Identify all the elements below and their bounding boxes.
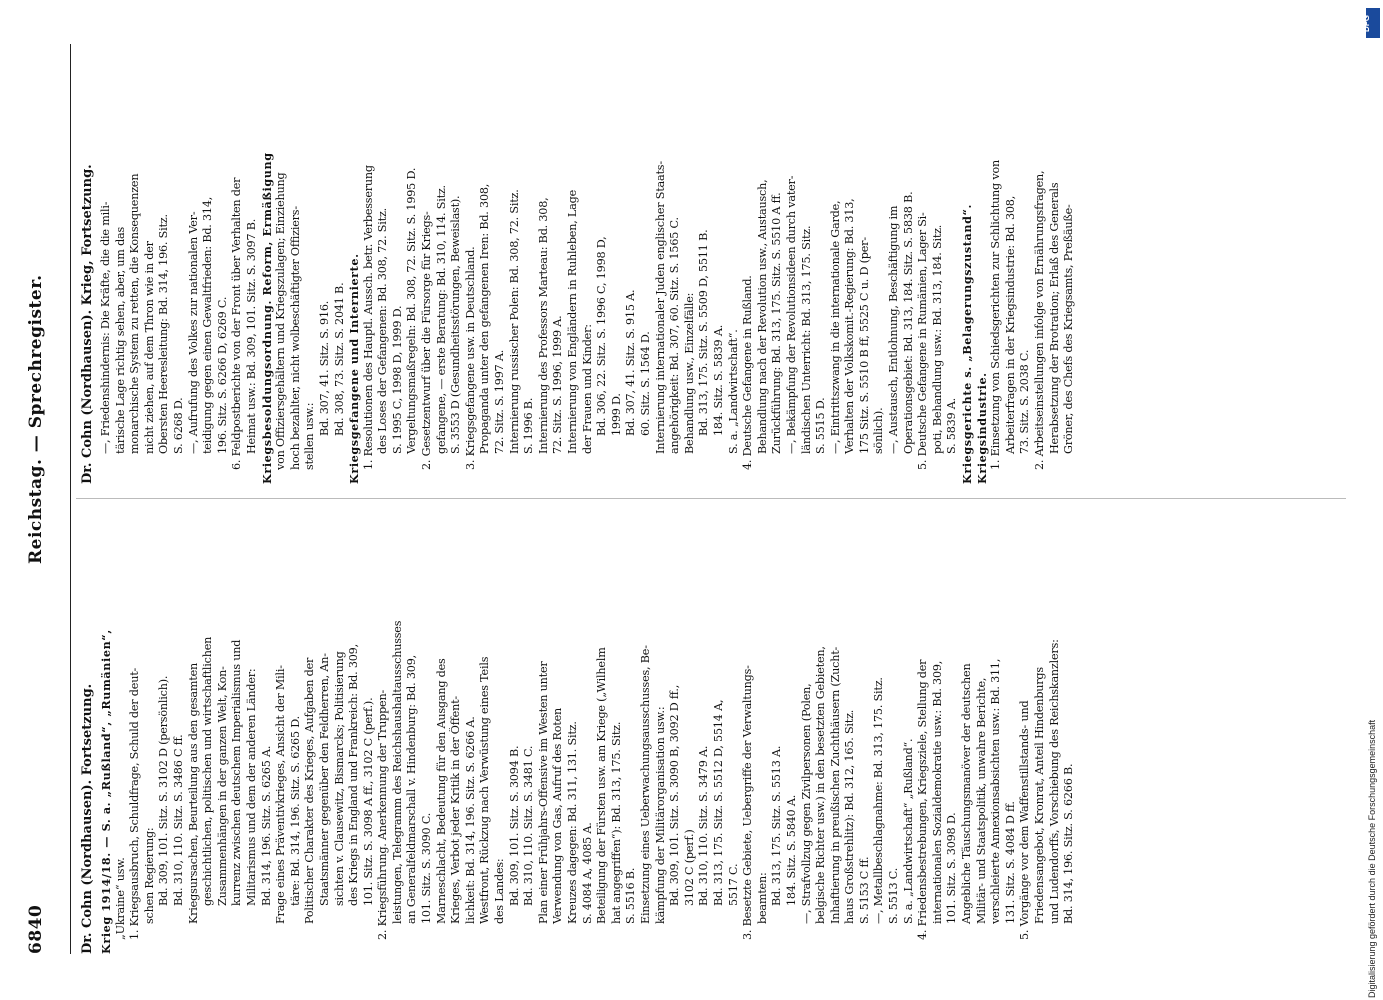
register-entry-line: S. 4084 A, 4085 A. xyxy=(580,822,594,924)
column-divider xyxy=(76,498,1346,499)
register-entry-line: Plan einer Frühjahrs-Offensive im Westen unter xyxy=(536,661,550,924)
column-entries xyxy=(99,44,1077,484)
register-entry-line: 1. Resolutionen des Hauptl. Aussch. betr. Verbesserung xyxy=(361,165,375,470)
register-entry-line: 3. Besetzte Gebiete, Uebergriffe der Verwaltungs- xyxy=(741,665,755,940)
register-entry-line: poti, Behandlung usw.: Bd. 313, 184. Sitz. xyxy=(930,224,944,454)
register-entry-line: 5. Deutsche Gefangene in Rumänien, Lager Si- xyxy=(916,212,930,470)
register-entry-line: Westfront, Rückzug nach Verwüstung eines Teils xyxy=(478,656,492,924)
register-entry-line: hoch bezahlter, nicht wolbeschäftigter Offiziers- xyxy=(288,206,302,470)
register-entry-line: Behandlung usw., Einzelfälle: xyxy=(682,292,696,454)
register-entry-line: Bd. 314, 196. Sitz. S. 6265 A. xyxy=(259,745,273,906)
register-entry-line: von Offiziersgehältern und Kriegszulagen; Einziehung xyxy=(274,172,288,470)
register-entry-line: S. 5516 B. xyxy=(624,867,638,924)
register-entry-line: Friedensangebot, Kronrat, Anteil Hindenburgs xyxy=(1033,667,1046,924)
register-entry-line: S. 5513 C. xyxy=(887,867,901,924)
register-entry-line: 2. Arbeitseinstellungen infolge von Ernährungsfragen, xyxy=(1033,170,1046,470)
register-entry-line: Beteiligung der Fürsten usw. am Kriege („Wilhelm xyxy=(595,647,609,924)
register-entry-line: Verhalten der Volkskomit.-Regierung: Bd. 313, xyxy=(843,198,857,454)
register-entry-line: Militär- und Staatspolitik, unwahre Berichte, xyxy=(974,677,988,924)
register-entry-line: Operationsgebiet: Bd. 313, 184. Sitz. S. 5838 B. xyxy=(901,191,915,454)
register-entry-line: Internierung des Professors Marteau: Bd. 308, xyxy=(536,197,550,454)
page-title: Reichstag. — Sprechregister. xyxy=(26,274,46,564)
register-entry-line: Bd. 313, 175. Sitz. S. 5512 D, 5514 A, xyxy=(711,699,725,906)
register-entry-line: monarchische System zu retten, die Konsequenzen xyxy=(128,173,142,454)
register-entry-line: Bd. 309, 101. Sitz. S. 3102 D (persönlich). xyxy=(157,675,171,906)
register-entry-line: Bd. 310, 110. Sitz. S. 3479 A. xyxy=(697,745,711,906)
register-entry-line: 196. Sitz. S. 6266 D, 6269 C. xyxy=(215,296,229,454)
register-entry-line: Arbeiterfragen in der Kriegsindustrie: Bd. 308, xyxy=(1003,195,1017,454)
register-entry-line: Bd. 314, 196. Sitz. S. 6266 B. xyxy=(1062,763,1076,924)
register-entry-line: Bd. 310, 110. Sitz. S. 3481 C. xyxy=(522,745,536,906)
register-entry-line: S. a. „Landwirtschaft“. xyxy=(726,329,740,454)
register-entry-line: gefangene, — erste Beratung: Bd. 310, 114. Sitz. xyxy=(434,185,448,454)
register-entry-line: 2. Gesetzentwurf über die Fürsorge für Kriegs- xyxy=(420,211,434,470)
register-entry-line: Kriegsgerichte s. „Belagerungszustand“. xyxy=(960,203,975,484)
register-entry-line: 5. Vorgänge vor dem Waffenstillstands- und xyxy=(1018,700,1032,940)
register-entry-line: —, Aufrufung des Volkes zur nationalen Ver- xyxy=(186,211,200,454)
register-entry-line: 2. Kriegsführung. Anerkennung der Truppen- xyxy=(376,689,390,940)
register-entry-line: Inhaftierung in preußischen Zuchthäusern (Zucht- xyxy=(828,646,842,924)
page-header xyxy=(0,44,71,954)
register-entry-line: 1999 D. xyxy=(609,393,623,436)
register-entry-line: Bd. 313, 175. Sitz. S. 5509 D, 5511 B. xyxy=(697,229,711,436)
register-entry-line: Bd. 307, 41. Sitz. S. 916. xyxy=(317,300,331,436)
register-entry-line: 6. Feldpostberichte von der Front über Verhalten der xyxy=(230,177,244,470)
dfg-logo-text: DFG xyxy=(1361,15,1371,32)
register-entry-line: 101. Sitz. S. 3098 A ff., 3102 C (perf.). xyxy=(361,697,375,906)
register-entry-line: —, Strafvollzug gegen Zivilpersonen (Polen, xyxy=(799,683,813,924)
register-entry-line: Militarismus und dem der anderen Länder: xyxy=(244,668,258,906)
register-entry-line: S. 6268 D. xyxy=(171,397,185,454)
register-entry-line: Propaganda unter den gefangenen Iren: Bd. 308, xyxy=(478,183,492,454)
register-body xyxy=(72,44,1352,954)
register-entry-line: Internierung von Engländern in Ruhleben, Lage xyxy=(566,189,579,454)
register-entry-line: leistungen, Telegramm des Reichshaushaltausschusses xyxy=(390,620,404,924)
register-entry-line: S. 1996 B. xyxy=(522,397,536,454)
register-entry-line: Gröner, des Chefs des Kriegsamts, Preßäuße- xyxy=(1062,204,1076,454)
register-entry-line: Bd. 310, 110. Sitz. S. 3486 C ff. xyxy=(171,734,185,906)
register-entry-line: Angebliche Täuschungsmanöver der deutschen xyxy=(960,663,974,924)
register-entry-line: Obersten Heeresleitung: Bd. 314, 196. Sitz. xyxy=(157,214,171,454)
register-entry-line: teidigung gegen einen Gewaltfrieden: Bd. 314, xyxy=(201,196,215,454)
register-entry-line: Marneschlacht, Bedeutung für den Ausgang des xyxy=(434,658,448,924)
column-heading: Dr. Cohn (Nordhausen). Fortsetzung. xyxy=(80,683,95,954)
register-entry-line: 184. Sitz. S. 5839 A. xyxy=(711,324,725,436)
register-entry-line: geschichtlichen, politischen und wirtschaftlichen xyxy=(201,636,215,906)
register-entry-line: Politischer Charakter des Krieges, Aufgaben der xyxy=(303,657,317,924)
register-entry-line: angehörigkeit: Bd. 307, 60. Sitz. S. 1565 C. xyxy=(668,217,682,454)
register-entry-line: Herabsetzung der Brotration; Erlaß des Generals xyxy=(1047,182,1061,454)
register-entry-line: S. 5839 A. xyxy=(945,397,959,454)
register-entry-line: lichkeit: Bd. 314, 196. Sitz. S. 6266 A. xyxy=(463,716,477,924)
register-entry-line: internationalen Sozialdemokratie usw.: Bd. 309, xyxy=(930,660,944,924)
register-entry-line: 131. Sitz. S. 4084 D ff. xyxy=(1003,801,1017,924)
register-entry-line: Internierung internationaler Juden englischer Staats- xyxy=(653,161,667,454)
register-entry-line: 175 Sitz. S. 5510 B ff, 5525 C u. D (per- xyxy=(857,237,871,454)
register-entry-line: Bd. 309, 101. Sitz. S. 3094 B. xyxy=(507,745,521,906)
register-entry-line: 60. Sitz. S. 1564 D. xyxy=(638,331,652,436)
register-entry-line: Krieg 1914/18. — S. a. „Rußland“, „Rumänien“, xyxy=(99,629,113,954)
register-entry-line: Bd. 306, 22. Sitz. S. 1996 C, 1998 D, xyxy=(595,236,609,436)
register-entry-line: 5517 C. xyxy=(726,863,740,906)
register-entry-line: haus Großstrehlitz): Bd. 312, 165. Sitz. xyxy=(843,709,857,924)
register-entry-line: belgische Richter usw.) in den besetzten Gebieten, xyxy=(814,646,828,924)
register-entry-line: und Ludendorffs, Vorschiebung des Reichskanzlers: xyxy=(1047,639,1061,924)
register-entry-line: „Ukraine“ usw. xyxy=(113,857,127,940)
register-entry-line: Kriegsursachen, Beurteilung aus den gesamten xyxy=(186,662,200,924)
register-entry-line: verschleierte Annexionsabsichten usw.: Bd. 311, xyxy=(989,658,1003,924)
page-number: 6840 xyxy=(26,904,46,954)
register-entry-line: —, Bekämpfung der Revolutionsideen durch vater- xyxy=(784,175,798,454)
digitization-credit xyxy=(1363,8,1381,998)
register-entry-line: 4. Deutsche Gefangene in Rußland. xyxy=(741,275,755,470)
register-entry-line: S. a. „Landwirtschaft“ „Rußland“. xyxy=(901,738,915,924)
register-entry-line: —, Friedenshindernis: Die Kräfte, die die mili- xyxy=(99,201,112,454)
register-entry-line: an Generalfeldmarschall v. Hindenburg: Bd. 309, xyxy=(405,655,419,924)
right-column xyxy=(72,44,1352,484)
register-entry-line: Behandlung nach der Revolution usw., Austausch, xyxy=(755,179,769,454)
register-entry-line: Vergeltungsmaßregeln: Bd. 308, 72. Sitz. S. 1995 D. xyxy=(405,167,419,454)
register-entry-line: des Landes: xyxy=(493,858,507,924)
register-entry-line: 3102 C (perf.) xyxy=(682,829,696,906)
register-entry-line: 72. Sitz. S. 1996, 1999 A. xyxy=(551,315,565,454)
register-entry-line: —, Austausch, Entlohnung, Beschäftigung im xyxy=(887,205,901,454)
register-entry-line: beamten: xyxy=(755,872,769,924)
register-entry-line: der Frauen und Kinder: xyxy=(580,324,594,454)
register-entry-line: —, Eintrittszwang in die internationale Garde, xyxy=(828,200,842,454)
dfg-logo xyxy=(1361,8,1380,38)
register-entry-line: 184. Sitz. S. 5840 A. xyxy=(784,794,798,906)
register-entry-line: 101. Sitz. S. 3090 C. xyxy=(420,812,434,924)
register-entry-line: des Loses der Gefangenen: Bd. 308, 72. Sitz. xyxy=(376,208,390,454)
register-entry-line: Kriegsgefangene und Internierte. xyxy=(347,253,362,484)
register-entry-line: Krieges, Verbot jeder Kritik in der Öffent- xyxy=(449,696,463,924)
register-entry-line: Staatsmänner gegenüber den Feldherren, An- xyxy=(317,653,331,906)
credit-text: Digitalisierung gefördert durch die Deutsche Forschungsgemeinschaft xyxy=(1367,719,1377,998)
register-entry-line: 101. Sitz. S. 3098 D. xyxy=(945,812,959,924)
register-entry-line: 3. Kriegsgefangene usw. in Deutschland. xyxy=(463,246,477,470)
register-entry-line: Kriegsbesoldungsordnung. Reform, Ermäßigung xyxy=(259,152,274,484)
register-entry-line: 1. Kriegsausbruch, Schuldfrage, Schuld der deut- xyxy=(128,667,142,940)
register-entry-line: 4. Friedensbestrebungen, Kriegsziele, Stellung der xyxy=(916,659,930,940)
register-entry-line: —, Metallbeschlagnahme: Bd. 313, 175. Sitz. xyxy=(872,677,886,924)
register-entry-line: Heimat usw.: Bd. 309, 101. Sitz. S. 3097 B. xyxy=(244,218,258,454)
register-entry-line: Zusammenhängen in der ganzen Welt, Kon- xyxy=(215,666,229,906)
register-entry-line: S. 1995 C, 1998 D, 1999 D. xyxy=(390,305,404,454)
register-entry-line: tärische Lage richtig sehen, aber, um das xyxy=(113,226,127,454)
register-entry-line: S. 3553 D (Gesundheitsstörungen, Beweislast). xyxy=(449,195,463,454)
register-entry-line: des Kriegs in England und Frankreich: Bd. 309, xyxy=(347,644,361,906)
column-heading: Dr. Cohn (Nordhausen). Krieg, Fortsetzung. xyxy=(80,164,95,484)
left-column xyxy=(72,514,1352,954)
register-entry-line: schen Regierung: xyxy=(142,827,156,924)
register-entry-line: ländischen Unterricht: Bd. 313, 175. Sitz. xyxy=(799,225,813,454)
register-entry-line: kurrenz zwischen deutschem Imperialismus und xyxy=(230,639,244,906)
register-entry-line: Bd. 309, 101. Sitz. S. 3090 B, 3092 D ff., xyxy=(668,684,682,906)
register-entry-line: Bd. 307, 41. Sitz. S. 915 A. xyxy=(624,289,638,436)
register-entry-line: kämpfung der Militärorganisation usw.: xyxy=(653,706,667,924)
register-entry-line: S. 5153 C ff. xyxy=(857,856,871,924)
register-entry-line: sichten v. Clausewitz, Bismarcks; Politisierung xyxy=(332,651,346,906)
register-entry-line: nicht ziehen, auf dem Thron wie in der xyxy=(142,241,156,454)
register-entry-line: 72. Sitz. S. 1997 A. xyxy=(493,349,507,454)
register-entry-line: stellen usw.: xyxy=(303,402,317,470)
register-entry-line: Bd. 313, 175. Sitz. S. 5513 A. xyxy=(770,745,784,906)
register-entry-line: Zurückführung: Bd. 313, 175. Sitz. S. 5510 A ff. xyxy=(770,192,784,454)
register-entry-line: Verwendung von Gas, Aufruf des Roten xyxy=(551,707,565,924)
register-entry-line: Kreuzes dagegen: Bd. 311, 131. Sitz. xyxy=(566,721,579,924)
register-entry-line: sönlich). xyxy=(872,407,886,454)
register-entry-line: S. 5515 D. xyxy=(814,397,828,454)
register-entry-line: hat angegriffen“): Bd. 313, 175. Sitz. xyxy=(609,721,623,924)
register-entry-line: Frage eines Präventivkrieges, Ansicht der Mili- xyxy=(274,665,288,924)
register-entry-line: Bd. 308, 73. Sitz. S. 2041 B. xyxy=(332,282,346,436)
register-entry-line: täre: Bd. 314, 196. Sitz. S. 6265 D. xyxy=(288,716,302,906)
register-entry-line: Internierung russischer Polen: Bd. 308, 72. Sitz. xyxy=(507,189,521,454)
register-entry-line: Einsetzung eines Ueberwachungsausschusses, Be- xyxy=(638,645,652,924)
column-entries xyxy=(99,514,1077,954)
register-entry-line: Kriegsindustrie. xyxy=(974,372,989,484)
register-entry-line: 73. Sitz. S. 2038 C. xyxy=(1018,349,1032,454)
register-entry-line: 1. Einsetzung von Schiedsgerichten zur Schlichtung von xyxy=(989,159,1003,470)
